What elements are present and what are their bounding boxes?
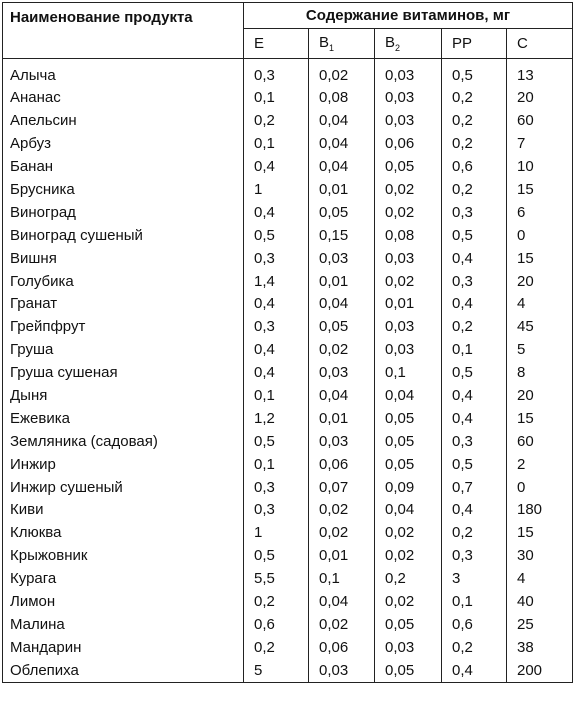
vitamin-content-header: Содержание витаминов, мг <box>244 3 573 29</box>
vitamin-value-cell: 0,06 <box>309 636 375 659</box>
vitamin-value-cell: 0,03 <box>375 87 442 110</box>
table-row <box>3 59 573 88</box>
vitamin-value-cell: 0,06 <box>309 453 375 476</box>
vitamin-value-cell: 1,4 <box>244 270 309 293</box>
vitamin-value-cell: 20 <box>507 270 573 293</box>
table-row <box>3 407 573 430</box>
vitamin-value-cell: 0,5 <box>244 430 309 453</box>
table-row <box>3 293 573 316</box>
vitamin-value-cell: 0,09 <box>375 476 442 499</box>
vitamin-value-cell: 0,3 <box>244 499 309 522</box>
vitamin-value-cell: 0,5 <box>442 362 507 385</box>
vitamin-value-cell: 5 <box>507 339 573 362</box>
product-name-cell: Облепиха <box>3 659 244 682</box>
vitamin-value-cell: 2 <box>507 453 573 476</box>
vitamin-value-cell: 0,03 <box>375 247 442 270</box>
vitamin-value-cell: 0,07 <box>309 476 375 499</box>
product-name-cell: Банан <box>3 156 244 179</box>
vitamin-value-cell: 0,03 <box>309 247 375 270</box>
vitamin-value-cell: 0,03 <box>309 430 375 453</box>
vitamin-value-cell: 0,4 <box>442 293 507 316</box>
vitamin-value-cell: 0,03 <box>375 316 442 339</box>
vitamin-value-cell: 0,5 <box>244 545 309 568</box>
vitamin-value-cell: 30 <box>507 545 573 568</box>
vitamin-value-cell: 0,3 <box>244 476 309 499</box>
table-row <box>3 179 573 202</box>
vitamin-value-cell: 0,02 <box>375 201 442 224</box>
vitamin-value-cell: 0,05 <box>375 453 442 476</box>
product-name-cell: Дыня <box>3 385 244 408</box>
vitamin-value-cell: 0,2 <box>442 179 507 202</box>
column-header-subscript: 2 <box>395 43 401 53</box>
vitamin-value-cell: 13 <box>507 59 573 88</box>
vitamin-value-cell: 10 <box>507 156 573 179</box>
product-name-cell: Инжир <box>3 453 244 476</box>
vitamin-value-cell: 0,4 <box>442 247 507 270</box>
vitamin-value-cell: 0,7 <box>442 476 507 499</box>
vitamin-value-cell: 0,02 <box>375 591 442 614</box>
vitamin-value-cell: 0 <box>507 224 573 247</box>
vitamin-value-cell: 0,02 <box>375 179 442 202</box>
vitamin-value-cell: 0,03 <box>309 659 375 682</box>
vitamin-value-cell: 0,02 <box>309 339 375 362</box>
vitamin-value-cell: 25 <box>507 613 573 636</box>
vitamin-value-cell: 0,1 <box>244 385 309 408</box>
vitamin-value-cell: 0,04 <box>309 293 375 316</box>
vitamin-value-cell: 0,5 <box>442 59 507 88</box>
table-row <box>3 591 573 614</box>
vitamin-value-cell: 20 <box>507 87 573 110</box>
vitamin-value-cell: 0,1 <box>442 339 507 362</box>
vitamin-value-cell: 0,4 <box>442 385 507 408</box>
table-row <box>3 659 573 682</box>
table-row <box>3 224 573 247</box>
vitamin-value-cell: 180 <box>507 499 573 522</box>
vitamin-value-cell: 0,3 <box>442 270 507 293</box>
vitamin-value-cell: 0,05 <box>375 156 442 179</box>
vitamin-value-cell: 0,2 <box>442 87 507 110</box>
vitamin-value-cell: 0,03 <box>375 59 442 88</box>
table-row <box>3 568 573 591</box>
vitamin-value-cell: 7 <box>507 133 573 156</box>
product-name-cell: Голубика <box>3 270 244 293</box>
vitamin-value-cell: 0,3 <box>244 247 309 270</box>
table-row <box>3 110 573 133</box>
vitamin-value-cell: 0,02 <box>375 545 442 568</box>
vitamin-value-cell: 0,2 <box>244 636 309 659</box>
product-name-cell: Гранат <box>3 293 244 316</box>
column-header <box>442 29 507 59</box>
vitamin-value-cell: 1 <box>244 522 309 545</box>
column-header-label: E <box>254 35 265 52</box>
product-name-cell: Ежевика <box>3 407 244 430</box>
vitamin-value-cell: 5,5 <box>244 568 309 591</box>
product-name-cell: Малина <box>3 613 244 636</box>
vitamin-value-cell: 0,06 <box>375 133 442 156</box>
vitamin-value-cell: 0,2 <box>442 636 507 659</box>
product-name-cell: Инжир сушеный <box>3 476 244 499</box>
vitamin-value-cell: 38 <box>507 636 573 659</box>
vitamin-value-cell: 0,01 <box>375 293 442 316</box>
vitamin-value-cell: 0,01 <box>309 179 375 202</box>
product-name-cell: Клюква <box>3 522 244 545</box>
vitamin-value-cell: 15 <box>507 407 573 430</box>
vitamin-value-cell: 0,2 <box>375 568 442 591</box>
vitamin-value-cell: 0,08 <box>375 224 442 247</box>
vitamin-value-cell: 0,02 <box>309 522 375 545</box>
table-row <box>3 362 573 385</box>
vitamin-value-cell: 0,01 <box>309 407 375 430</box>
column-header <box>375 29 442 59</box>
vitamin-value-cell: 1,2 <box>244 407 309 430</box>
vitamin-value-cell: 0,4 <box>244 362 309 385</box>
product-name-cell: Апельсин <box>3 110 244 133</box>
vitamin-value-cell: 15 <box>507 247 573 270</box>
vitamin-value-cell: 0,02 <box>309 59 375 88</box>
table-row <box>3 339 573 362</box>
table-row <box>3 133 573 156</box>
vitamin-value-cell: 0,01 <box>309 545 375 568</box>
vitamin-value-cell: 0,02 <box>309 499 375 522</box>
column-header <box>507 29 573 59</box>
vitamin-value-cell: 4 <box>507 293 573 316</box>
vitamin-value-cell: 0,05 <box>309 316 375 339</box>
product-name-cell: Груша <box>3 339 244 362</box>
vitamin-value-cell: 0,2 <box>442 316 507 339</box>
vitamin-value-cell: 0,4 <box>244 201 309 224</box>
product-name-cell: Мандарин <box>3 636 244 659</box>
vitamin-value-cell: 0,05 <box>375 430 442 453</box>
vitamin-value-cell: 0,2 <box>442 110 507 133</box>
vitamin-value-cell: 0,1 <box>442 591 507 614</box>
vitamin-value-cell: 0,04 <box>309 591 375 614</box>
product-name-cell: Виноград <box>3 201 244 224</box>
table-row <box>3 545 573 568</box>
vitamin-value-cell: 0,4 <box>244 156 309 179</box>
vitamin-value-cell: 0,5 <box>244 224 309 247</box>
product-name-cell: Курага <box>3 568 244 591</box>
vitamin-value-cell: 0,03 <box>375 339 442 362</box>
product-name-cell: Ананас <box>3 87 244 110</box>
vitamin-value-cell: 6 <box>507 201 573 224</box>
vitamin-value-cell: 20 <box>507 385 573 408</box>
vitamin-value-cell: 0,2 <box>442 133 507 156</box>
column-header-label: PP <box>452 35 473 52</box>
table-row <box>3 430 573 453</box>
column-header-subscript: 1 <box>329 43 335 53</box>
vitamin-value-cell: 0,08 <box>309 87 375 110</box>
vitamin-value-cell: 0,6 <box>244 613 309 636</box>
vitamin-value-cell: 0,4 <box>244 339 309 362</box>
vitamin-value-cell: 0,1 <box>309 568 375 591</box>
vitamin-value-cell: 0,05 <box>375 659 442 682</box>
vitamin-value-cell: 0,2 <box>244 110 309 133</box>
vitamin-value-cell: 0,05 <box>375 407 442 430</box>
vitamin-value-cell: 0,01 <box>309 270 375 293</box>
vitamin-value-cell: 0,1 <box>375 362 442 385</box>
vitamin-value-cell: 0,6 <box>442 613 507 636</box>
vitamin-value-cell: 5 <box>244 659 309 682</box>
vitamin-value-cell: 0,04 <box>309 385 375 408</box>
table-row <box>3 156 573 179</box>
product-name-cell: Виноград сушеный <box>3 224 244 247</box>
vitamin-value-cell: 0,3 <box>244 316 309 339</box>
vitamin-value-cell: 0,03 <box>375 636 442 659</box>
table-row <box>3 247 573 270</box>
vitamin-value-cell: 0,3 <box>244 59 309 88</box>
vitamin-value-cell: 200 <box>507 659 573 682</box>
vitamin-value-cell: 15 <box>507 179 573 202</box>
product-name-cell: Арбуз <box>3 133 244 156</box>
vitamin-value-cell: 0,1 <box>244 133 309 156</box>
column-header-label: B <box>385 34 396 51</box>
product-name-cell: Алыча <box>3 59 244 88</box>
column-header-label: B <box>319 34 330 51</box>
product-name-cell: Грейпфрут <box>3 316 244 339</box>
column-header <box>309 29 375 59</box>
vitamin-value-cell: 0,4 <box>244 293 309 316</box>
vitamin-value-cell: 0,02 <box>375 522 442 545</box>
vitamin-value-cell: 45 <box>507 316 573 339</box>
vitamin-value-cell: 0 <box>507 476 573 499</box>
vitamin-value-cell: 0,05 <box>309 201 375 224</box>
vitamin-value-cell: 0,03 <box>309 362 375 385</box>
column-header <box>244 29 309 59</box>
product-name-cell: Брусника <box>3 179 244 202</box>
vitamin-value-cell: 0,5 <box>442 224 507 247</box>
vitamin-value-cell: 0,1 <box>244 87 309 110</box>
table-row <box>3 316 573 339</box>
vitamin-value-cell: 0,03 <box>375 110 442 133</box>
vitamin-value-cell: 1 <box>244 179 309 202</box>
vitamin-value-cell: 0,04 <box>375 385 442 408</box>
vitamin-value-cell: 4 <box>507 568 573 591</box>
table-row <box>3 385 573 408</box>
vitamin-value-cell: 0,3 <box>442 545 507 568</box>
product-name-cell: Вишня <box>3 247 244 270</box>
vitamin-value-cell: 0,05 <box>375 613 442 636</box>
column-header-label: C <box>517 35 528 52</box>
product-name-cell: Земляника (садовая) <box>3 430 244 453</box>
vitamin-value-cell: 0,2 <box>442 522 507 545</box>
vitamin-value-cell: 0,04 <box>375 499 442 522</box>
vitamin-value-cell: 60 <box>507 110 573 133</box>
table-row <box>3 499 573 522</box>
product-name-cell: Киви <box>3 499 244 522</box>
table-row <box>3 636 573 659</box>
table-body <box>3 59 573 683</box>
vitamin-value-cell: 0,3 <box>442 430 507 453</box>
product-name-cell: Крыжовник <box>3 545 244 568</box>
vitamin-value-cell: 0,15 <box>309 224 375 247</box>
product-name-cell: Груша сушеная <box>3 362 244 385</box>
vitamin-value-cell: 0,3 <box>442 201 507 224</box>
vitamin-value-cell: 3 <box>442 568 507 591</box>
table-row <box>3 87 573 110</box>
vitamin-value-cell: 8 <box>507 362 573 385</box>
vitamin-value-cell: 0,6 <box>442 156 507 179</box>
vitamin-value-cell: 0,4 <box>442 499 507 522</box>
vitamin-value-cell: 0,1 <box>244 453 309 476</box>
vitamin-table <box>2 2 573 683</box>
vitamin-value-cell: 0,5 <box>442 453 507 476</box>
vitamin-value-cell: 0,02 <box>309 613 375 636</box>
vitamin-value-cell: 0,04 <box>309 156 375 179</box>
table-row <box>3 270 573 293</box>
vitamin-value-cell: 0,2 <box>244 591 309 614</box>
vitamin-value-cell: 0,02 <box>375 270 442 293</box>
vitamin-value-cell: 15 <box>507 522 573 545</box>
table-row <box>3 522 573 545</box>
table-row <box>3 453 573 476</box>
table-row <box>3 201 573 224</box>
vitamin-value-cell: 0,04 <box>309 110 375 133</box>
vitamin-value-cell: 0,04 <box>309 133 375 156</box>
vitamin-value-cell: 40 <box>507 591 573 614</box>
vitamin-value-cell: 60 <box>507 430 573 453</box>
table-row <box>3 476 573 499</box>
product-name-cell: Лимон <box>3 591 244 614</box>
table-row <box>3 613 573 636</box>
vitamin-value-cell: 0,4 <box>442 659 507 682</box>
product-name-header: Наименование продукта <box>3 3 244 59</box>
vitamin-value-cell: 0,4 <box>442 407 507 430</box>
